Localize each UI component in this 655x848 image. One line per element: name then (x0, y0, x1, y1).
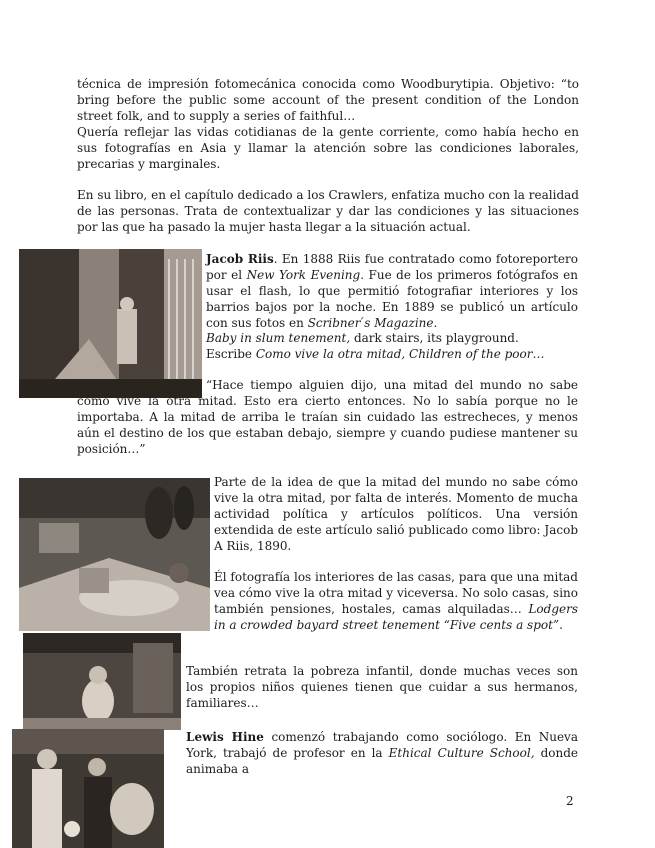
photo-icon (19, 478, 210, 631)
riis-lodgers-end: . (559, 618, 563, 632)
riis-lodgers-title: Lodgers in a crowded bayard street tenement “Five cents a spot” (214, 602, 578, 632)
riis-books: Como vive la otra mitad, Children of the poor… (255, 347, 545, 361)
riis-photo-caption-text: dark stairs, its playground. (350, 331, 519, 345)
riis-children: También retrata la pobreza infantil, donde muchas veces son los propios niños quienes tienen que cuidar a sus hermanos, familiares… (186, 664, 578, 710)
photo-icon (19, 249, 202, 398)
photo-family (12, 729, 164, 848)
hine-text-2: donde animaba a (186, 746, 579, 776)
riis-intro (206, 251, 578, 331)
riis-books-line (206, 346, 578, 362)
hine-text-1: comenzó trabajando como sociólogo. En Nueva York, trabajó de profesor en la (186, 730, 578, 760)
riis-text-1: . En 1888 Riis fue contratado como fotoreportero por el (206, 252, 578, 282)
intro-paragraph-1: técnica de impresión fotomecánica conocida como Woodburytipia. Objetivo: “to bring before the public some account of the present condition of the London street folk, and to supply a series of faithful… (77, 77, 579, 123)
riis-newspaper: New York Evening (246, 268, 361, 282)
page-number: 2 (566, 794, 574, 808)
riis-photo-title: Baby in slum tenement, (206, 331, 351, 345)
riis-magazine: Scribner ́s Magazine (307, 316, 434, 330)
photo-child (23, 633, 181, 730)
photo-lodgers (19, 478, 210, 631)
photo-slum-stairs (19, 249, 202, 398)
riis-writes-label: Escribe (206, 347, 256, 361)
riis-name: Jacob Riis (206, 252, 274, 266)
riis-interiors (214, 569, 578, 633)
hine-school: Ethical Culture School, (388, 746, 535, 760)
riis-text-3: . (433, 316, 438, 330)
riis-quote: “Hace tiempo alguien dijo, una mitad del mundo no sabe cómo vive la otra mitad. Esto era cierto entonces. No lo sabía porque no le importaba. A la mitad de arriba le traían sin cuidado las estrecheces, y menos aún el destino de los que estaban debajo, siempre y cuando pudiese mantener su posición…” (77, 378, 578, 456)
intro-paragraph-3: En su libro, en el capítulo dedicado a los Crawlers, enfatiza mucho con la realidad de las personas. Trata de contextualizar y dar las condiciones y las situaciones por las que ha pasado la mujer hasta llegar a la situación actual. (77, 188, 579, 234)
photo-icon (23, 633, 181, 730)
riis-interiors-text: Él fotografía los interiores de las casas, para que una mitad vea cómo vive la otra mitad y viceversa. No solo casas, sino también pensiones, hostales, camas alquiladas… (214, 570, 578, 616)
photo-icon (12, 729, 164, 848)
riis-text-2: . Fue de los primeros fotógrafos en usar el flash, lo que permitió fotografiar interiores y los barrios bajos por la noche. En 1889 se publicó un artículo con sus fotos en (206, 268, 578, 330)
intro-paragraph-2: Quería reflejar las vidas cotidianas de la gente corriente, como había hecho en sus fotografías en Asia y llamar la atención sobre las condiciones laborales, precarias y marginales. (77, 125, 579, 171)
hine-name: Lewis Hine (186, 730, 264, 744)
riis-photo-caption (206, 330, 578, 346)
riis-idea: Parte de la idea de que la mitad del mundo no sabe cómo vive la otra mitad, por falta de interés. Momento de mucha actividad política y artículos políticos. Una versión extendida de este artículo salió publicado como libro: Jacob A Riis, 1890. (214, 475, 578, 553)
hine-paragraph (186, 729, 578, 777)
